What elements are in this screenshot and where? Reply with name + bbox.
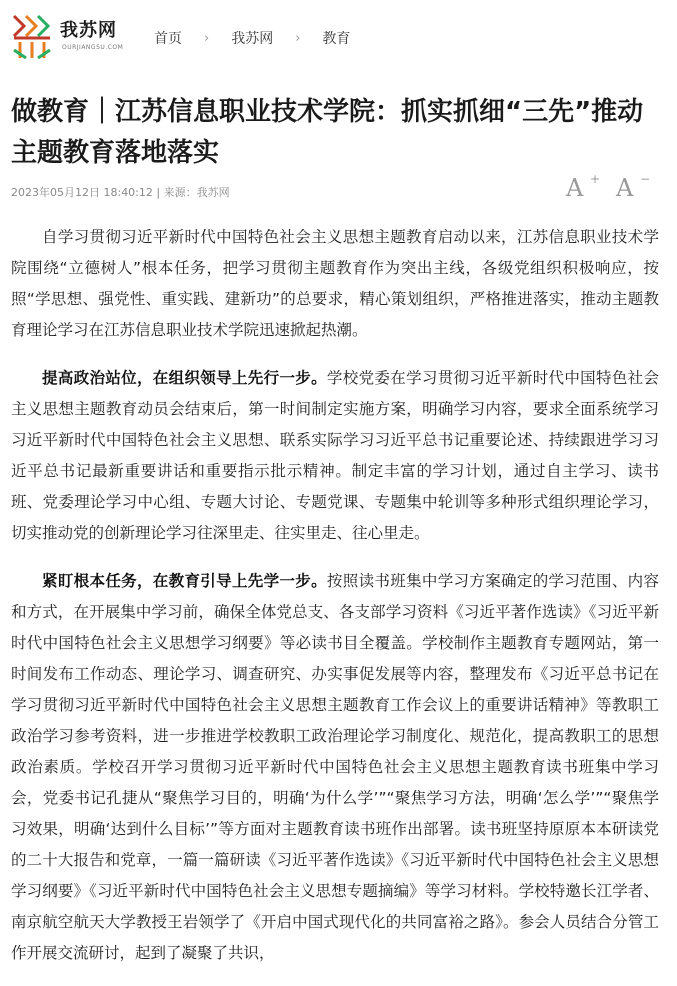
paragraph-lead: 紧盯根本任务，在教育引导上先学一步。 — [42, 572, 327, 590]
site-logo[interactable] — [10, 10, 130, 60]
paragraph-text: 学校党委在学习贯彻习近平新时代中国特色社会主义思想主题教育动员会结束后，第一时间制定实施方案，明确学习内容，要求全面系统学习习近平新时代中国特色社会主义思想、联系实际学习习近平总书记重要论述、持续跟进学习习近平总书记最新重要讲话和重要指示批示精神。制定丰富的学习计划，通过自主学习、读书班、党委理论学习中心组、专题大讨论、专题党课、专题集中轮训等多种形式组织理论学习，切实推动党的创新理论学习往深里走、往实里走、往心里走。 — [11, 369, 659, 542]
plus-icon: + — [589, 172, 600, 186]
font-increase-label: A — [566, 174, 584, 202]
logo-mark-icon — [10, 12, 54, 60]
paragraph-political-stance — [11, 363, 659, 549]
paragraph-fundamental-task — [11, 566, 659, 969]
article-datetime: 2023年05月12日 18:40:12 — [11, 186, 153, 199]
chevron-right-icon: › — [295, 30, 301, 46]
article-title: 做教育｜江苏信息职业技术学院：抓实抓细“三先”推动主题教育落地落实 — [11, 97, 644, 168]
article-source: 来源：我苏网 — [163, 186, 230, 199]
font-decrease-label: A — [616, 174, 634, 202]
logo-text: 我苏网 — [60, 20, 117, 41]
breadcrumb-ourjiangsu[interactable]: 我苏网 — [231, 31, 274, 47]
font-decrease-button[interactable] — [616, 174, 652, 202]
logo-subtext: OURJIANGSU.COM — [62, 44, 124, 51]
site-header — [0, 0, 677, 72]
meta-separator: | — [156, 186, 164, 199]
breadcrumb-education[interactable]: 教育 — [322, 31, 351, 47]
article-meta — [11, 184, 230, 200]
paragraph-intro: 自学习贯彻习近平新时代中国特色社会主义思想主题教育启动以来，江苏信息职业技术学院围绕“立德树人”根本任务，把学习贯彻主题教育作为突出主线，各级党组织积极响应，按照“学思想、强党性、重实践、建新功”的总要求，精心策划组织，严格推进落实，推动主题教育理论学习在江苏信息职业技术学院迅速掀起热潮。 — [11, 228, 659, 339]
breadcrumb — [154, 28, 350, 48]
font-size-tools — [566, 174, 652, 202]
article-body — [11, 222, 659, 986]
breadcrumb-home[interactable]: 首页 — [154, 31, 182, 47]
font-increase-button[interactable] — [566, 174, 602, 202]
chevron-right-icon: › — [204, 30, 210, 46]
minus-icon: − — [639, 172, 650, 186]
paragraph-lead: 提高政治站位，在组织领导上先行一步。 — [42, 369, 327, 387]
paragraph-text: 按照读书班集中学习方案确定的学习范围、内容和方式，在开展集中学习前，确保全体党总支、各支部学习资料《习近平著作选读》《习近平新时代中国特色社会主义思想学习纲要》等必读书目全覆盖。学校制作主题教育专题网站，第一时间发布工作动态、理论学习、调查研究、办实事促发展等内容，整理发布《习近平总书记在学习贯彻习近平新时代中国特色社会主义思想主题教育工作会议上的重要讲话精神》等教职工政治学习参考资料，进一步推进学校教职工政治理论学习制度化、规范化，提高教职工的思想政治素质。学校召开学习贯彻习近平新时代中国特色社会主义思想主题教育读书班集中学习会，党委书记孔捷从“聚焦学习目的，明确‘为什么学’”“聚焦学习方法，明确‘怎么学’”“聚焦学习效果，明确‘达到什么目标’”等方面对主题教育读书班作出部署。读书班坚持原原本本研读党的二十大报告和党章，一篇一篇研读《习近平著作选读》《习近平新时代中国特色社会主义思想学习纲要》《习近平新时代中国特色社会主义思想专题摘编》等学习材料。学校特邀长江学者、南京航空航天大学教授王岩领学了《开启中国式现代化的共同富裕之路》。参会人员结合分管工作开展交流研讨，起到了凝聚了共识， — [11, 572, 659, 962]
